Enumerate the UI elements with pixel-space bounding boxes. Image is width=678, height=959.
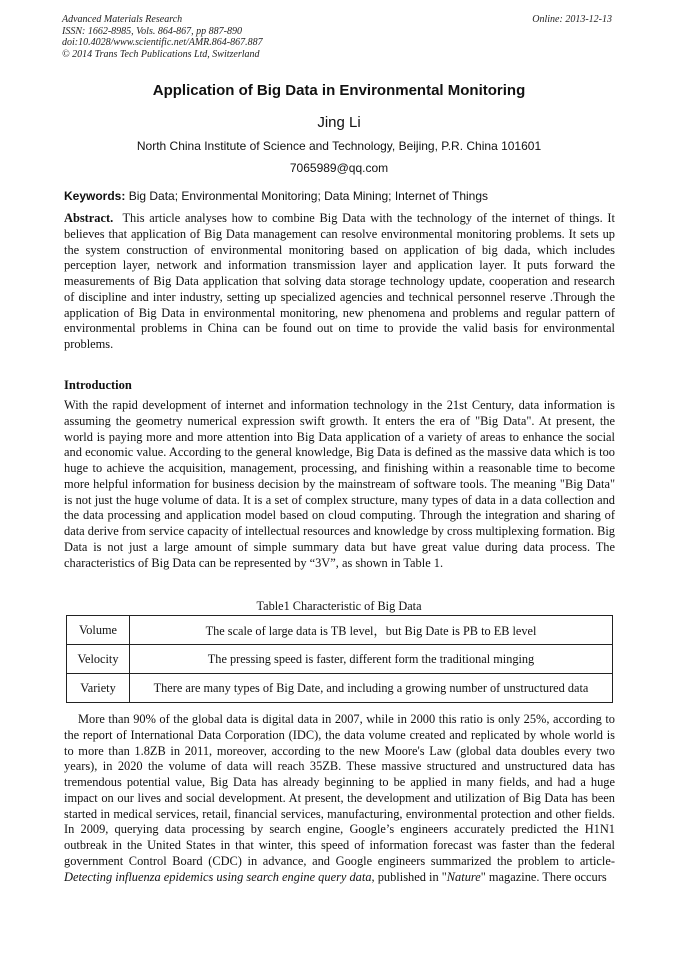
keywords-text: Big Data; Environmental Monitoring; Data Mining; Internet of Things [128,189,488,203]
table-caption: Table1 Characteristic of Big Data [256,599,422,613]
table-row [67,674,613,703]
paper-title: Application of Big Data in Environmental Monitoring [152,82,526,99]
online-date: Online: 2013-12-13 [532,14,612,25]
journal-copyright: © 2014 Trans Tech Publications Ltd, Switzerland [62,48,260,60]
journal-name: Advanced Materials Research [62,14,183,25]
author-email: 7065989@qq.com [289,161,389,175]
abstract-text: This article analyses how to combine Big Data with the technology of the internet of things. It believes that application of Big Data management can resolve environmental monitoring problems. It sets up the system construction of environmental monitoring based on application of big dada, which includes perception layer, network and information transmission layer and application layer. It puts forward the measurements of Big Data application that solving data storage technology update, cooperation and research of discipline and inter industry, setting up specialized agencies and technical personnel reserve .Through the application of Big Data in environmental monitoring, new phenomena and problems and regular pattern of environmental problems in China can be found out on time to provide the valid basis for environmental problems. [64,211,615,351]
journal-doi: doi:10.4028/www.scientific.net/AMR.864-867.887 [62,37,263,48]
table-cell-desc: The scale of large data is TB level，but Big Date is PB to EB level [130,616,613,645]
table-cell-name: Variety [67,674,130,703]
journal-issn: ISSN: 1662-8985, Vols. 864-867, pp 887-890 [62,25,242,37]
paragraph-2-text: More than 90% of the global data is digital data in 2007, while in 2000 this ratio is only 25%, according to the report of International Data Corporation (IDC), the data volume created and replicated by whole world is to more than 1.8ZB in 2011, moreover, according to the new Moore's Law (global data doubles every two years), in 2020 the volume of data will reach 35ZB. These massive structured and unstructured data has tremendous potential value, Big Data has already beginning to be applied in many fields, and had a huge impact on our lives and social development. At present, the development and utilization of Big Data has been started in medical services, retail, financial services, manufacturing, environmental protection and other fields. In 2009, querying data processing by search engine, Google’s engineers accurately predicted the H1N1 outbreak in the United States in that winter, this speed of information forecast was faster than the federal government Control Board (CDC) in advance, and Google engineers summarized the problem to article- [64,712,615,868]
abstract [64,211,615,353]
table-cell-desc: There are many types of Big Date, and including a growing number of unstructured data [130,674,613,703]
table-cell-name: Volume [67,616,130,645]
paragraph-2-text-end: " magazine. There occurs [480,869,607,884]
paper-author: Jing Li [317,114,361,131]
cited-journal-name: Nature [446,869,481,884]
table-row [67,645,613,674]
keywords-label: Keywords: [64,189,126,203]
cited-article-title: Detecting influenza epidemics using search engine query data, [64,869,375,884]
author-affiliation: North China Institute of Science and Technology, Beijing, P.R. China 101601 [136,139,542,153]
paragraph-2-text-cont: published in " [374,869,447,884]
keywords-line [64,189,619,203]
table-cell-name: Velocity [67,645,130,674]
table-row [67,616,613,645]
journal-header [62,14,263,60]
introduction-heading: Introduction [64,378,132,392]
characteristics-table [66,615,613,703]
abstract-label: Abstract. [64,211,114,225]
introduction-paragraph-2 [64,712,615,885]
table-cell-desc: The pressing speed is faster, different form the traditional minging [130,645,613,674]
introduction-paragraph-1: With the rapid development of internet and information technology in the 21st Century, data information is assuming the geometry numerical expression swift growth. It enters the era of "Big Data". At present, the world is paying more and more attention into Big Data application of a variety of areas to enhance the social and economic value. According to the general knowledge, Big Data is defined as the massive data which is too huge to achieve the acquisition, management, processing, and finishing within a reasonable time to become more helpful information for business decision by the mainstream of software tools. The meaning "Big Data" is not just the huge volume of data. It is a set of complex structure, many types of data in a data collection and the data processing and application model based on cloud computing. Through the integration and sharing of data derive from service capacity of intellectual resources and knowledge by cross multiplexing formation. Big Data is not just a large amount of simple summary data but have great value during data process. The characteristics of Big Data can be represented by “3V”, as shown in Table 1. [64,398,615,570]
